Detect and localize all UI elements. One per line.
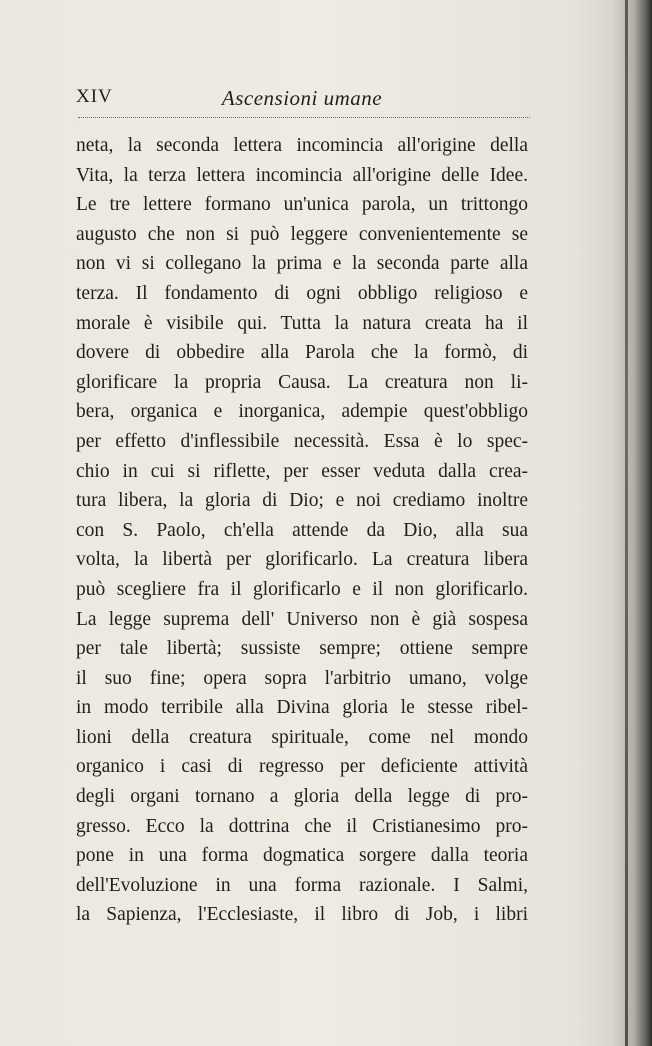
page-header: [76, 86, 528, 116]
text-line: chio in cui si riflette, per esser veduta dalla crea-: [76, 460, 528, 482]
body-text: [76, 131, 528, 930]
text-line: neta, la seconda lettera incomincia all'origine della: [76, 135, 528, 156]
page-number: XIV: [76, 86, 113, 107]
text-line: il suo fine; opera sopra l'arbitrio umano, volge: [76, 667, 528, 689]
header-rule: [78, 117, 530, 118]
text-line: in modo terribile alla Divina gloria le stesse ribel-: [76, 697, 528, 719]
text-line: per effetto d'inflessibile necessità. Essa è lo spec-: [76, 430, 528, 452]
text-line: dovere di obbedire alla Parola che la formò, di: [76, 342, 528, 364]
text-line: Le tre lettere formano un'unica parola, un trittongo: [76, 194, 528, 216]
text-line: non vi si collegano la prima e la seconda parte alla: [76, 253, 528, 275]
page-edge-shadow: [612, 0, 652, 1046]
text-line: pone in una forma dogmatica sorgere dalla teoria: [76, 845, 528, 867]
text-line: con S. Paolo, ch'ella attende da Dio, alla sua: [76, 519, 528, 541]
text-line: terza. Il fondamento di ogni obbligo religioso e: [76, 282, 528, 304]
text-line: augusto che non si può leggere convenientemente se: [76, 223, 528, 245]
text-line: dell'Evoluzione in una forma razionale. I Salmi,: [76, 874, 528, 896]
text-line: gresso. Ecco la dottrina che il Cristianesimo pro-: [76, 815, 528, 837]
text-line: lioni della creatura spirituale, come nel mondo: [76, 726, 528, 748]
text-line: per tale libertà; sussiste sempre; ottiene sempre: [76, 638, 528, 660]
text-line: può scegliere fra il glorificarlo e il non glorificarlo.: [76, 578, 528, 600]
text-line: volta, la libertà per glorificarlo. La creatura libera: [76, 549, 528, 571]
text-line: Vita, la terza lettera incomincia all'origine delle Idee.: [76, 164, 528, 186]
text-line: La legge suprema dell' Universo non è già sospesa: [76, 608, 528, 630]
text-line: bera, organica e inorganica, adempie quest'obbligo: [76, 401, 528, 423]
text-line: glorificare la propria Causa. La creatura non li-: [76, 371, 528, 393]
text-line: morale è visibile qui. Tutta la natura creata ha il: [76, 312, 528, 334]
text-line: la Sapienza, l'Ecclesiaste, il libro di Job, i libri: [76, 904, 528, 926]
binding-edge: [625, 0, 628, 1046]
text-line: tura libera, la gloria di Dio; e noi crediamo inoltre: [76, 490, 528, 512]
running-title: Ascensioni umane: [221, 86, 383, 110]
text-line: organico i casi di regresso per deficiente attività: [76, 756, 528, 778]
text-line: degli organi tornano a gloria della legge di pro-: [76, 786, 528, 808]
